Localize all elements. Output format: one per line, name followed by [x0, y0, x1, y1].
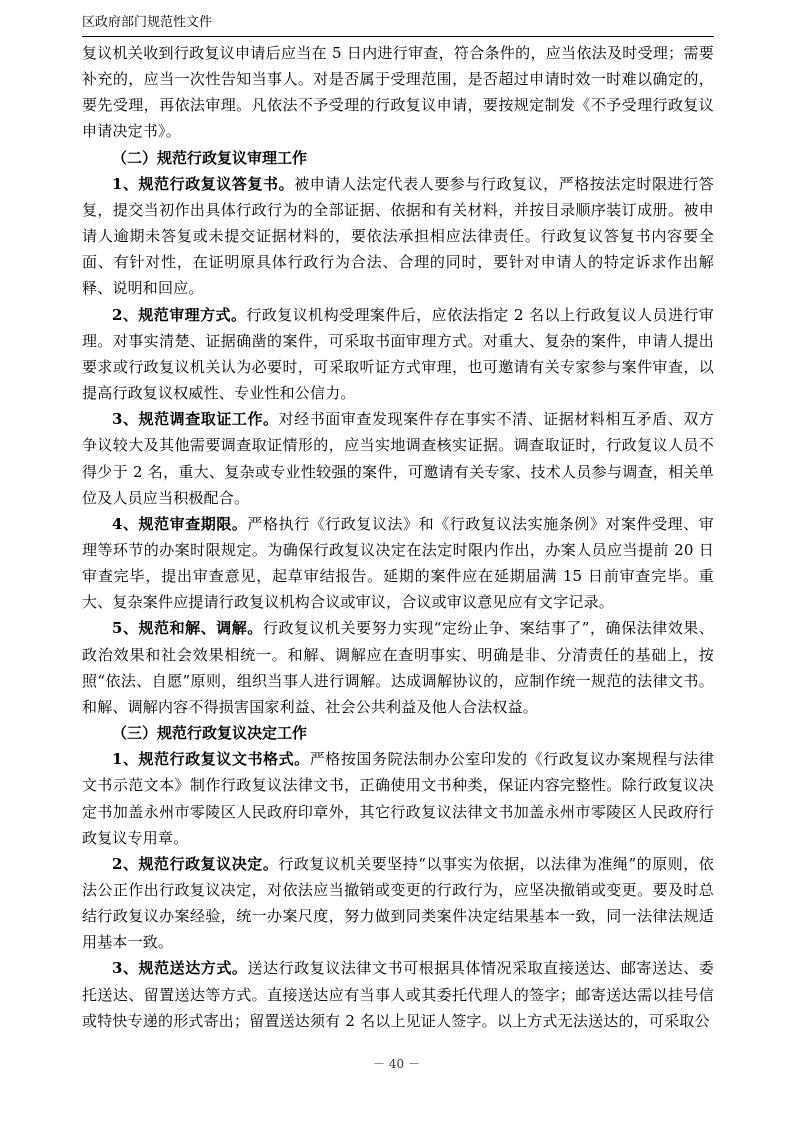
paragraph: 1、规范行政复议答复书。被申请人法定代表人要参与行政复议，严格按法定时限进行答复，提交当初作出具体行政行为的全部证据、依据和有关材料，并按目录顺序装订成册。被申请人逾期未答复或未提交证据材料的，要依法承担相应法律责任。行政复议答复书内容要全面、有针对性，在证明原具体行政行为合法、合理的同时，要针对申请人的特定诉求作出解释、说明和回应。: [82, 174, 714, 298]
paragraph-lead: 2、规范审理方式。: [112, 305, 247, 324]
paragraph: 5、规范和解、调解。行政复议机关要努力实现“定纷止争、案结事了”，确保法律效果、政治效果和社会效果相统一。和解、调解应在查明事实、明确是非、分清责任的基础上，按照“依法、自愿”原则，组织当事人进行调解。达成调解协议的，应制作统一规范的法律文书。和解、调解内容不得损害国家利益、社会公共利益及他人合法权益。: [82, 619, 714, 716]
paragraph-lead: 5、规范和解、调解。: [112, 619, 263, 638]
paragraph: 复议机关收到行政复议申请后应当在 5 日内进行审查，符合条件的，应当依法及时受理；需要补充的，应当一次性告知当事人。对是否属于受理范围，是否超过申请时效一时难以确定的，要先受理，再依法审理。凡依法不予受理的行政复议申请，要按规定制发《不予受理行政复议申请决定书》。: [82, 44, 714, 141]
running-header: 区政府部门规范性文件: [82, 15, 213, 30]
paragraph: 2、规范审理方式。行政复议机构受理案件后，应依法指定 2 名以上行政复议人员进行审理。对事实清楚、证据确凿的案件，可采取书面审理方式。对重大、复杂的案件，申请人提出要求或行政复议机关认为必要时，可采取听证方式审理，也可邀请有关专家参与案件审查，以提高行政复议权威性、专业性和公信力。: [82, 305, 715, 403]
paragraph-lead: 2、规范行政复议决定。: [112, 854, 279, 873]
paragraph: 2、规范行政复议决定。行政复议机关要坚持“以事实为依据，以法律为准绳”的原则，依法公正作出行政复议决定，对依法应当撤销或变更的行政行为，应坚决撤销或变更。要及时总结行政复议办案经验，统一办案尺度，努力做到同类案件决定结果基本一致，同一法律法规适用基本一致。: [82, 854, 715, 952]
paragraph: 4、规范审查期限。严格执行《行政复议法》和《行政复议法实施条例》对案件受理、审理等环节的办案时限规定。为确保行政复议决定在法定时限内作出，办案人员应当提前 20 日审查完毕，提出审查意见，起草审结报告。延期的案件应在延期届满 15 日前审查完毕。重大、复杂案件应提请行政复议机构合议或审议，合议或审议意见应有文字记录。: [82, 514, 714, 612]
page-number: － 40 －: [373, 1057, 420, 1071]
paragraph-lead: 3、规范送达方式。: [112, 959, 248, 978]
paragraph-lead: 3、规范调查取证工作。: [112, 410, 279, 429]
paragraph: 3、规范送达方式。送达行政复议法律文书可根据具体情况采取直接送达、邮寄送达、委托送达、留置送达等方式。直接送达应有当事人或其委托代理人的签字；邮寄送达需以挂号信或特快专递的形式寄出；留置送达须有 2 名以上见证人签字。以上方式无法送达的，可采取公: [82, 959, 714, 1030]
paragraph: 3、规范调查取证工作。对经书面审查发现案件存在事实不清、证据材料相互矛盾、双方争议较大及其他需要调查取证情形的，应当实地调查核实证据。调查取证时，行政复议人员不得少于 2 名，重大、复杂或专业性较强的案件，可邀请有关专家、技术人员参与调查，相关单位及人员应当积极配合。: [82, 410, 714, 507]
header-rule: [82, 36, 714, 37]
paragraph: 1、规范行政复议文书格式。严格按国务院法制办公室印发的《行政复议办案规程与法律文书示范文本》制作行政复议法律文书，正确使用文书种类，保证内容完整性。除行政复议决定书加盖永州市零陵区人民政府印章外，其它行政复议法律文书加盖永州市零陵区人民政府行政复议专用章。: [82, 750, 714, 847]
paragraph-lead: 1、规范行政复议文书格式。: [112, 750, 310, 769]
section-heading: （二）规范行政复议审理工作: [112, 148, 308, 167]
section-heading: （三）规范行政复议决定工作: [112, 724, 308, 743]
paragraph-lead: 1、规范行政复议答复书。: [112, 174, 295, 193]
document-body: [82, 40, 714, 1034]
paragraph-lead: 4、规范审查期限。: [112, 514, 248, 533]
